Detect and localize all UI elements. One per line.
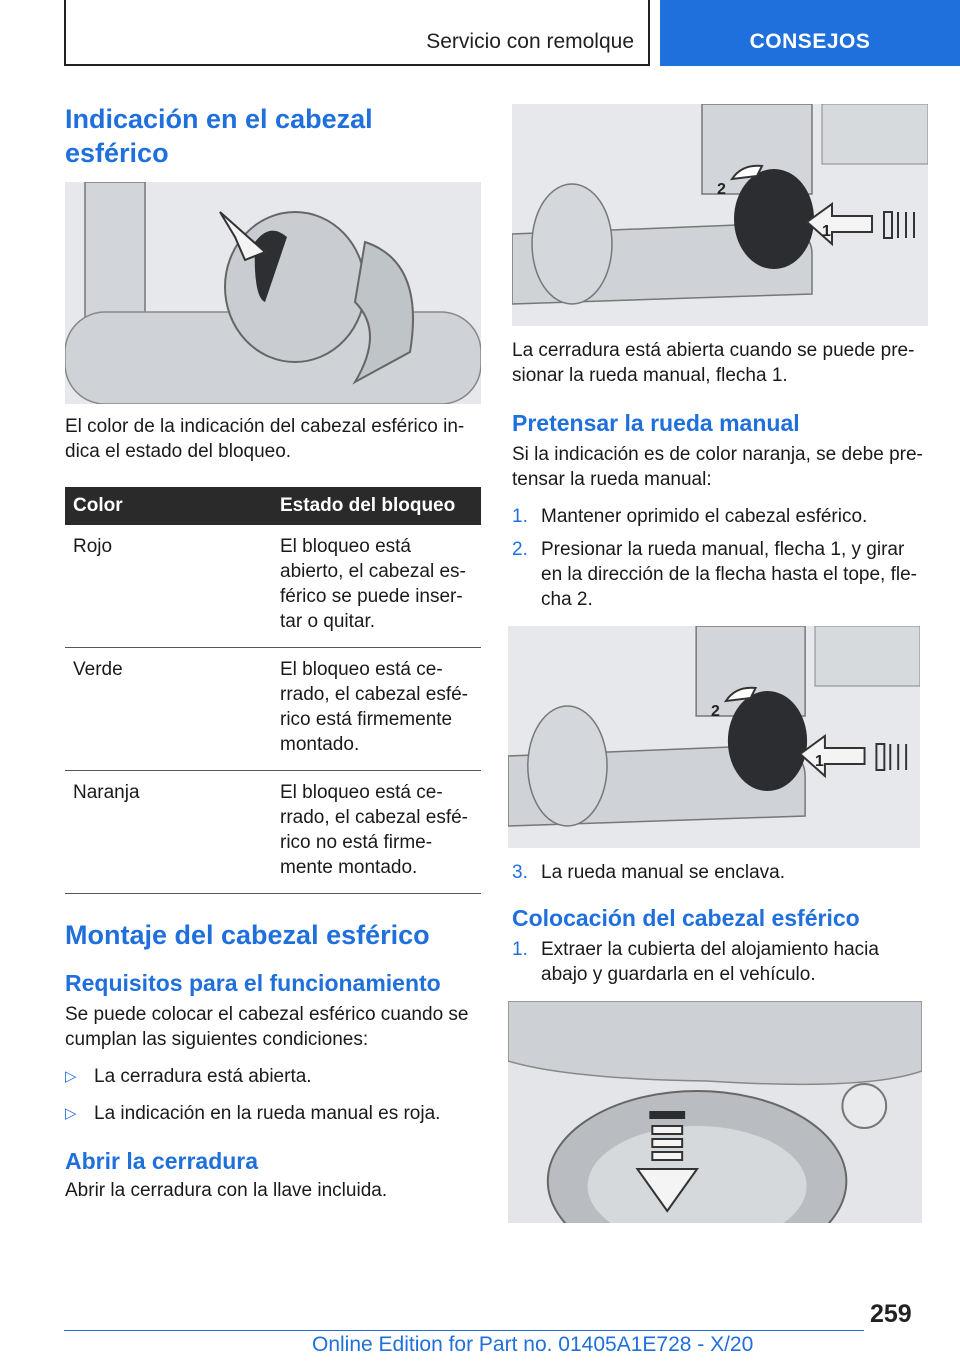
caption-lock-open: La cerradura está abierta cuando se puede pre-sionar la rueda manual, flecha 1. bbox=[512, 340, 915, 386]
abrir-text: Abrir la cerradura con la llave incluida. bbox=[65, 1180, 388, 1201]
page-number: 259 bbox=[870, 1300, 912, 1328]
subheading-requisitos: Requisitos para el funcionamiento bbox=[65, 970, 441, 996]
column-header-status: Estado del bloqueo bbox=[272, 487, 481, 525]
requisitos-list bbox=[65, 1064, 481, 1126]
arrow-label-1: 1 bbox=[822, 223, 831, 240]
table-row bbox=[65, 648, 481, 771]
page-header bbox=[0, 0, 960, 66]
table-cell-color: Naranja bbox=[65, 771, 272, 894]
table-cell-status: El bloqueo está ce-rrado, el cabezal esfé-rico está firmemente montado. bbox=[272, 648, 481, 771]
intro-text: El color de la indicación del cabezal esférico in-dica el estado del bloqueo. bbox=[65, 416, 465, 462]
subheading-pretensar: Pretensar la rueda manual bbox=[512, 410, 800, 436]
list-item bbox=[512, 537, 928, 612]
figure-hand-wheel-pretension bbox=[508, 626, 920, 848]
list-item-text: La indicación en la rueda manual es roja. bbox=[94, 1103, 441, 1124]
colocacion-steps bbox=[512, 937, 928, 987]
pretensar-text: Si la indicación es de color naranja, se debe pre-tensar la rueda manual: bbox=[512, 444, 923, 490]
triangle-bullet-icon: ▷ bbox=[65, 1068, 77, 1085]
arrow-label-2: 2 bbox=[717, 181, 726, 198]
step-number: 2. bbox=[512, 539, 528, 560]
subheading-abrir: Abrir la cerradura bbox=[65, 1148, 259, 1174]
figure-ball-head-indicator bbox=[65, 182, 481, 404]
step-text: La rueda manual se enclava. bbox=[541, 862, 785, 883]
step-number: 1. bbox=[512, 506, 528, 527]
table-cell-status: El bloqueo está ce-rrado, el cabezal esfé-rico no está firme-mente montado. bbox=[272, 771, 481, 894]
triangle-bullet-icon: ▷ bbox=[65, 1105, 77, 1122]
table-header-row bbox=[65, 487, 481, 525]
pretensar-steps-continued bbox=[512, 860, 928, 885]
list-item bbox=[512, 937, 928, 987]
chapter-tab bbox=[660, 0, 960, 66]
heading-montaje: Montaje del cabezal esférico bbox=[65, 920, 430, 950]
heading-indicacion: Indicación en el cabezal esférico bbox=[65, 104, 373, 168]
step-text: Mantener oprimido el cabezal esférico. bbox=[541, 506, 868, 527]
list-item bbox=[65, 1064, 481, 1089]
lock-status-table bbox=[65, 487, 481, 894]
subheading-colocacion: Colocación del cabezal esférico bbox=[512, 905, 860, 931]
figure-hand-wheel-open bbox=[512, 104, 928, 326]
step-number: 3. bbox=[512, 862, 528, 883]
footer-divider bbox=[64, 1330, 864, 1331]
arrow-label-1: 1 bbox=[815, 752, 824, 771]
step-number: 1. bbox=[512, 939, 528, 960]
column-header-color: Color bbox=[65, 487, 272, 525]
header-frame bbox=[64, 0, 650, 66]
table-row bbox=[65, 525, 481, 648]
list-item-text: La cerradura está abierta. bbox=[94, 1066, 312, 1087]
right-column bbox=[512, 104, 928, 1223]
left-column bbox=[65, 102, 481, 1203]
step-text: Presionar la rueda manual, flecha 1, y girar en la dirección de la flecha hasta el tope, fle-cha 2. bbox=[541, 539, 918, 610]
list-item bbox=[512, 860, 928, 885]
table-cell-status: El bloqueo está abierto, el cabezal es-férico se puede inser-tar o quitar. bbox=[272, 525, 481, 648]
table-cell-color: Rojo bbox=[65, 525, 272, 648]
list-item bbox=[512, 504, 928, 529]
pretensar-steps bbox=[512, 504, 928, 612]
table-cell-color: Verde bbox=[65, 648, 272, 771]
edition-note: Online Edition for Part no. 01405A1E728 - X/20 bbox=[312, 1333, 754, 1356]
table-row bbox=[65, 771, 481, 894]
chapter-tab-label: CONSEJOS bbox=[749, 30, 871, 53]
step-text: Extraer la cubierta del alojamiento hacia abajo y guardarla en el vehículo. bbox=[541, 939, 879, 985]
arrow-label-2: 2 bbox=[711, 702, 720, 721]
list-item bbox=[65, 1101, 481, 1126]
requisitos-text: Se puede colocar el cabezal esférico cuando se cumplan las siguientes condiciones: bbox=[65, 1004, 469, 1050]
figure-cover-removal bbox=[508, 1001, 922, 1223]
section-title: Servicio con remolque bbox=[426, 30, 634, 53]
